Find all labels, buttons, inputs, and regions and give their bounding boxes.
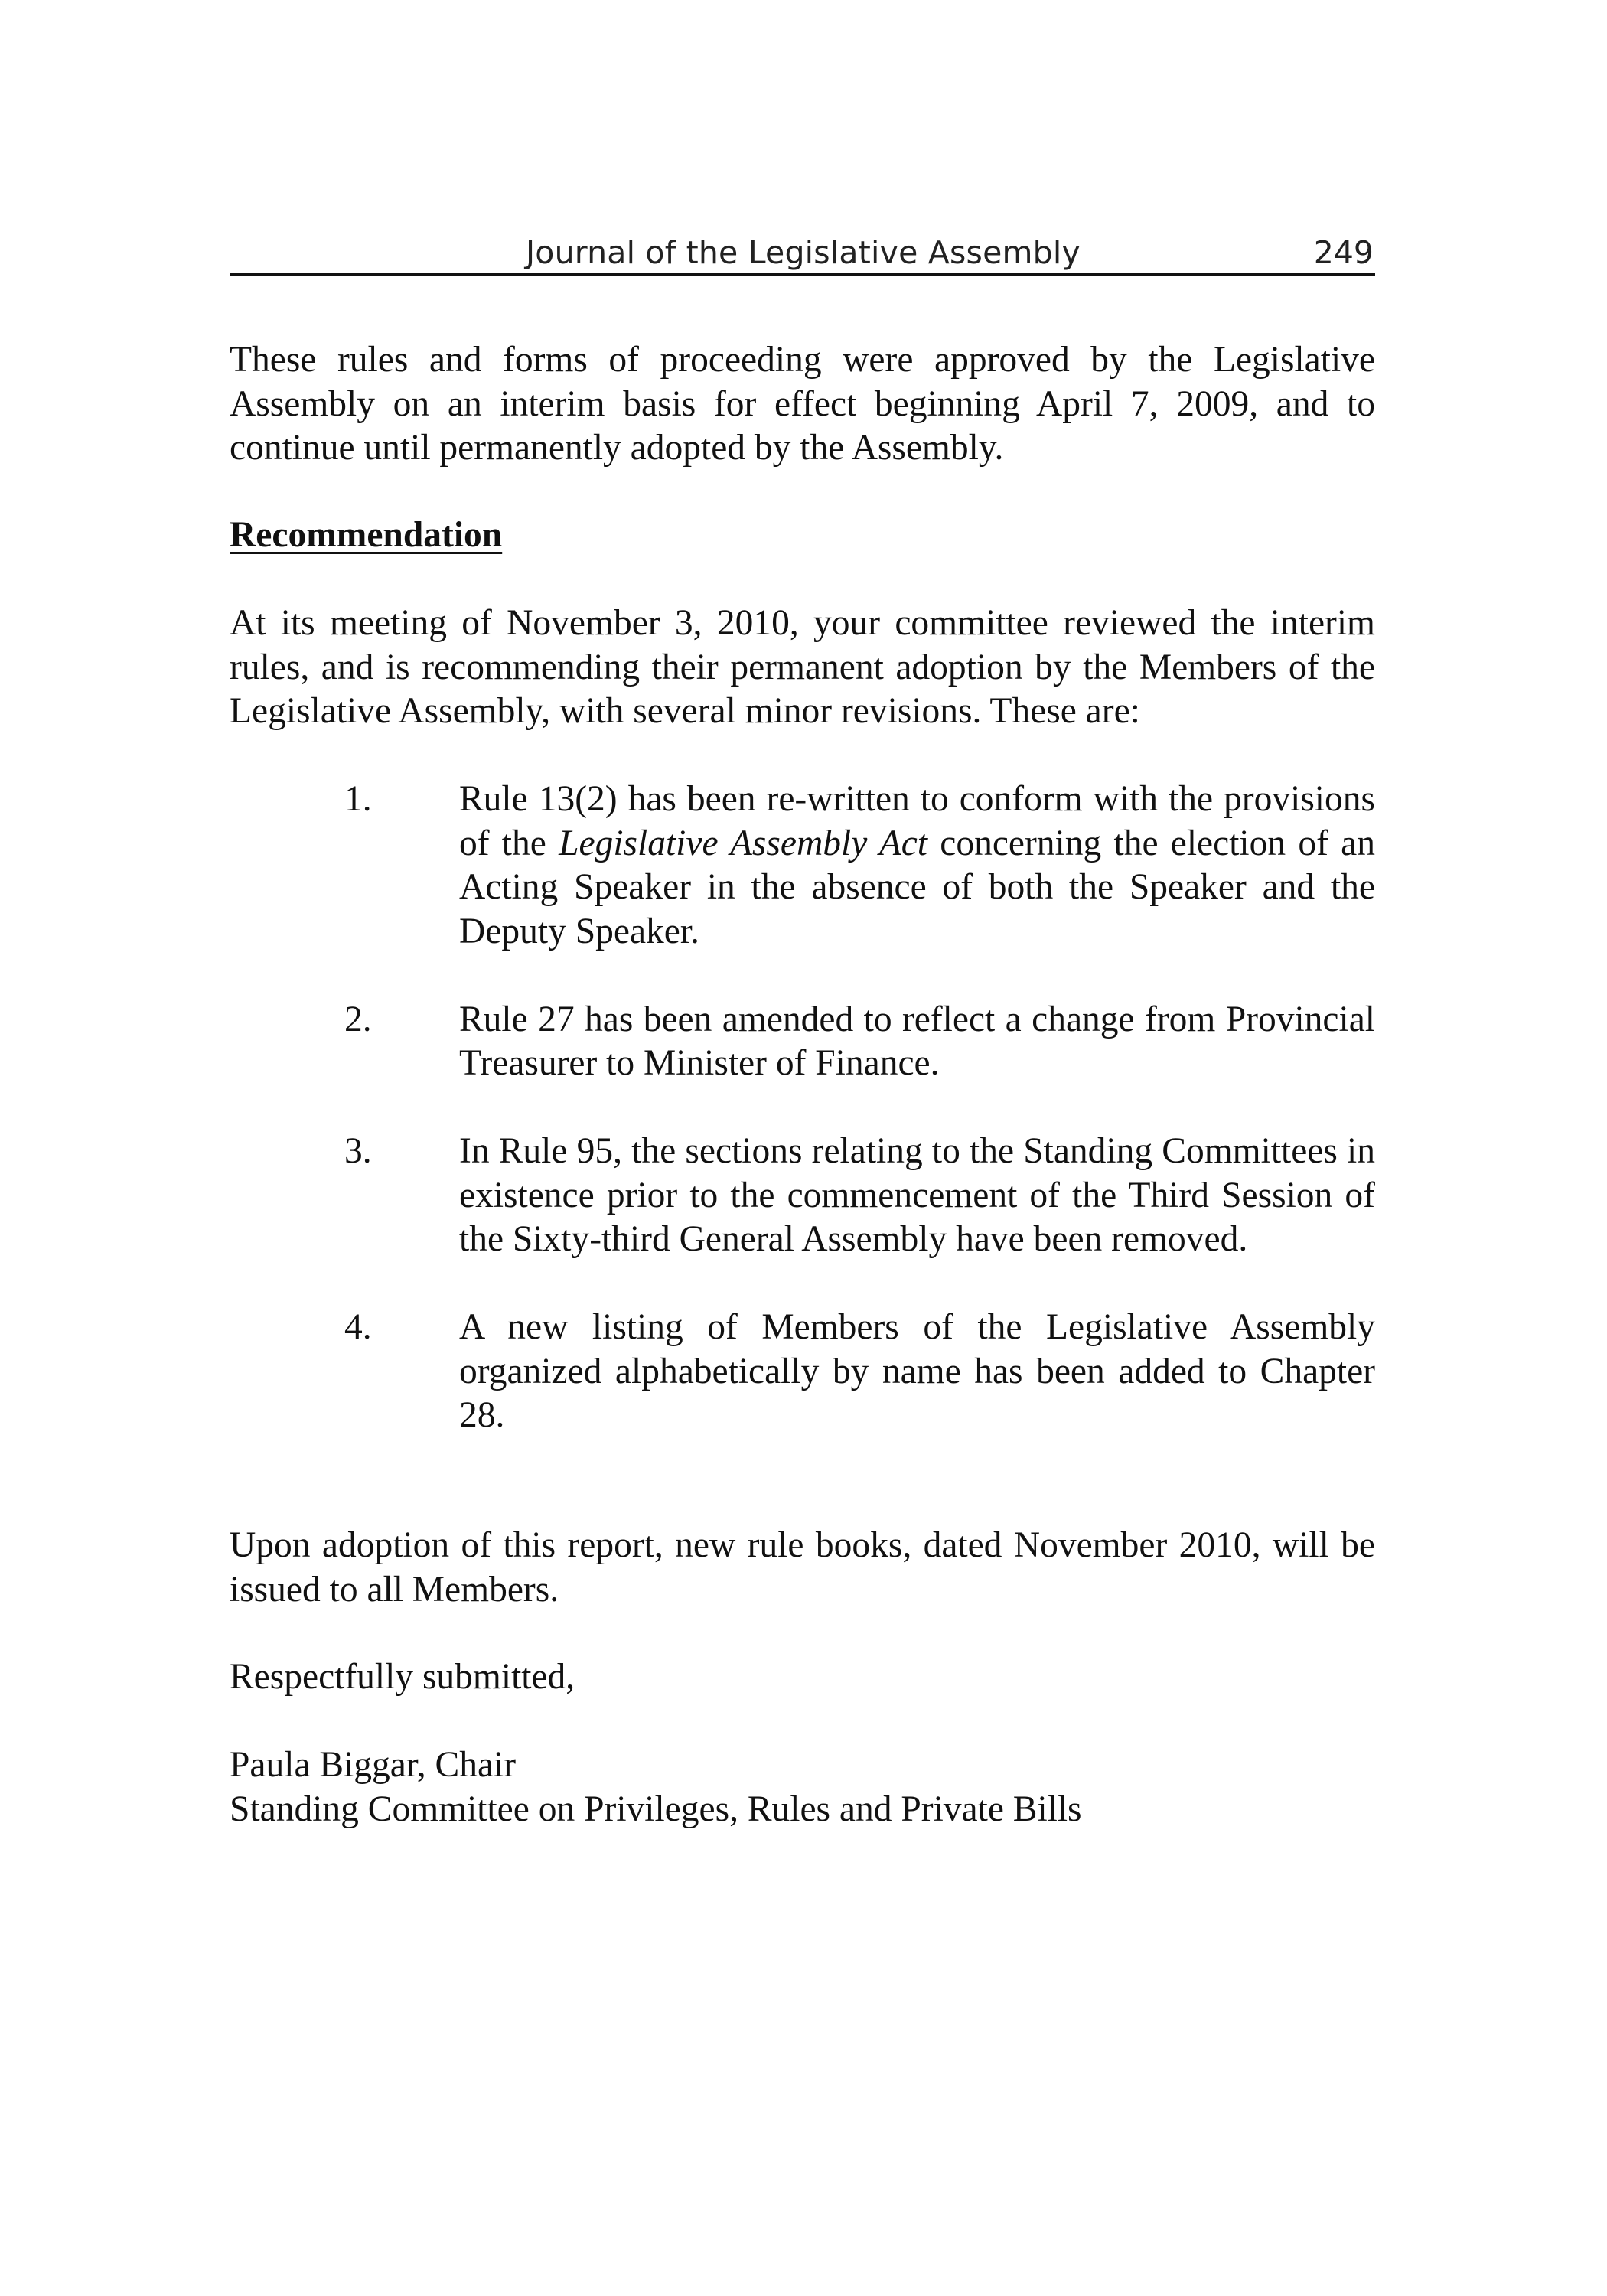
- list-item: [230, 1130, 1375, 1262]
- intro-paragraph: These rules and forms of proceeding were approved by the Legislative Assembly on an interim basis for effect beginning April 7, 2009, and to continue until permanently adopted by the Assembly.: [230, 340, 1375, 468]
- item-text: Rule 27 has been amended to reflect a change from Provincial Treasurer to Minister of Finance.: [459, 999, 1375, 1083]
- item-number: 4.: [344, 1307, 372, 1347]
- closing-paragraph: Upon adoption of this report, new rule books, dated November 2010, will be issued to all Members.: [230, 1525, 1375, 1609]
- signature-name: Paula Biggar, Chair: [230, 1745, 517, 1785]
- item-number: 2.: [344, 999, 372, 1039]
- item-text: In Rule 95, the sections relating to the Standing Committees in existence prior to the commencement of the Third Session of the Sixty-third General Assembly have been removed.: [459, 1131, 1375, 1259]
- list-item: [230, 998, 1375, 1086]
- list-item: [230, 1306, 1375, 1438]
- running-title: Journal of the Legislative Assembly: [526, 234, 1081, 271]
- item-text-after: concerning the election of an Acting Speaker in the absence of both the Speaker and the Deputy Speaker.: [459, 823, 1375, 951]
- item-text-before: Rule 13(2) has been re-written to conform with the provisions of the: [459, 779, 1375, 863]
- signature-committee: Standing Committee on Privileges, Rules and Private Bills: [230, 1789, 1082, 1829]
- list-item: [230, 778, 1375, 954]
- document-page: [230, 0, 1375, 2296]
- signature-block: [230, 1743, 1082, 1831]
- page-number: 249: [1313, 234, 1374, 271]
- recommendation-heading: Recommendation: [230, 515, 503, 555]
- sign-off: Respectfully submitted,: [230, 1657, 575, 1697]
- item-number: 1.: [344, 779, 372, 819]
- page-header: [230, 233, 1375, 276]
- item-text: A new listing of Members of the Legislative Assembly organized alphabetically by name has been added to Chapter 28.: [459, 1307, 1375, 1435]
- act-title: Legislative Assembly Act: [559, 823, 927, 863]
- item-number: 3.: [344, 1131, 372, 1171]
- recommendation-paragraph: At its meeting of November 3, 2010, your committee reviewed the interim rules, and is recommending their permanent adoption by the Members of the Legislative Assembly, with several minor revisions. These are:: [230, 603, 1375, 731]
- revisions-list: [230, 778, 1375, 1482]
- item-text: [459, 778, 1375, 954]
